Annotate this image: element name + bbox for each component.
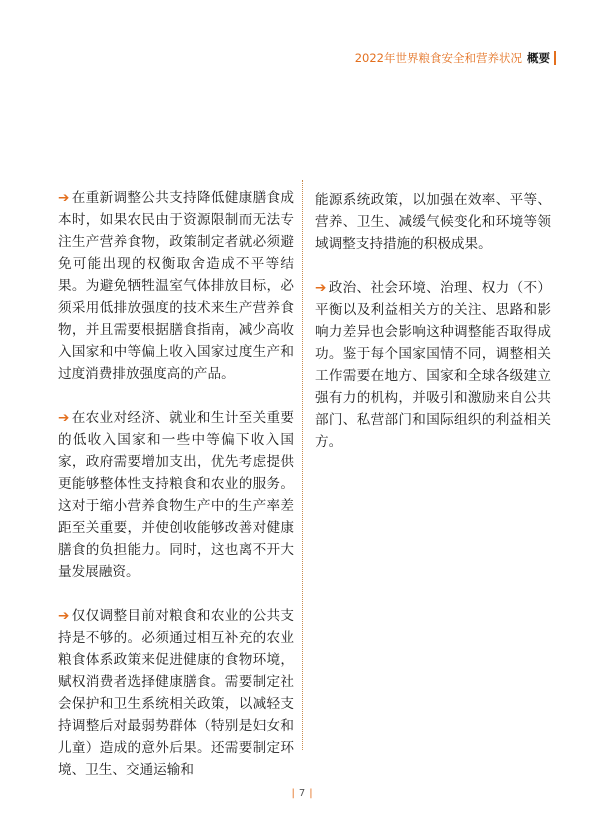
arrow-right-icon: ➔ (315, 280, 327, 296)
footer-divider: | (291, 788, 295, 799)
bullet-paragraph (58, 407, 294, 583)
column-divider (302, 180, 303, 750)
paragraph-text: 在农业对经济、就业和生计至关重要的低收入国家和一些中等偏下收入国家，政府需要增加支出，优先考虑提供更能够整体性支持粮食和农业的服务。这对于缩小营养食物生产中的生产率差距至关重要，并使创收能够改善对健康膳食的负担能力。同时，这也离不开大量发展融资。 (58, 410, 294, 580)
bullet-paragraph (58, 187, 294, 385)
page-number: 7 (298, 788, 306, 799)
arrow-right-icon: ➔ (58, 190, 70, 206)
section-label: 概要 (527, 51, 550, 65)
arrow-right-icon: ➔ (58, 410, 70, 426)
bullet-paragraph (58, 605, 294, 781)
bullet-paragraph (315, 277, 551, 453)
report-title: 2022年世界粮食安全和营养状况 (354, 51, 522, 65)
continued-paragraph (315, 189, 551, 255)
right-column (315, 189, 551, 475)
arrow-right-icon: ➔ (58, 608, 70, 624)
footer-divider: | (309, 788, 313, 799)
paragraph-text: 在重新调整公共支持降低健康膳食成本时，如果农民由于资源限制而无法专注生产营养食物，政策制定者就必须避免可能出现的权衡取舍造成不平等结果。为避免牺牲温室气体排放目标，必须采用低排放强度的技术来生产营养食物，并且需要根据膳食指南，减少高收入国家和中等偏上收入国家过度生产和过度消费排放强度高的产品。 (58, 190, 294, 382)
page-footer (0, 788, 604, 799)
paragraph-text: 政治、社会环境、治理、权力（不）平衡以及利益相关方的关注、思路和影响力差异也会影响这种调整能否取得成功。鉴于每个国家国情不同，调整相关工作需要在地方、国家和全球各级建立强有力的机构，并吸引和激励来自公共部门、私营部门和国际组织的利益相关方。 (315, 280, 551, 450)
paragraph-text: 能源系统政策，以加强在效率、平等、营养、卫生、减缓气候变化和环境等领域调整支持措施的积极成果。 (315, 192, 551, 252)
header-accent-bar (554, 51, 556, 65)
left-column (58, 187, 294, 803)
paragraph-text: 仅仅调整目前对粮食和农业的公共支持是不够的。必须通过相互补充的农业粮食体系政策来促进健康的食物环境，赋权消费者选择健康膳食。需要制定社会保护和卫生系统相关政策，以减轻支持调整后对最弱势群体（特别是妇女和儿童）造成的意外后果。还需要制定环境、卫生、交通运输和 (58, 608, 294, 778)
running-header (355, 50, 556, 66)
